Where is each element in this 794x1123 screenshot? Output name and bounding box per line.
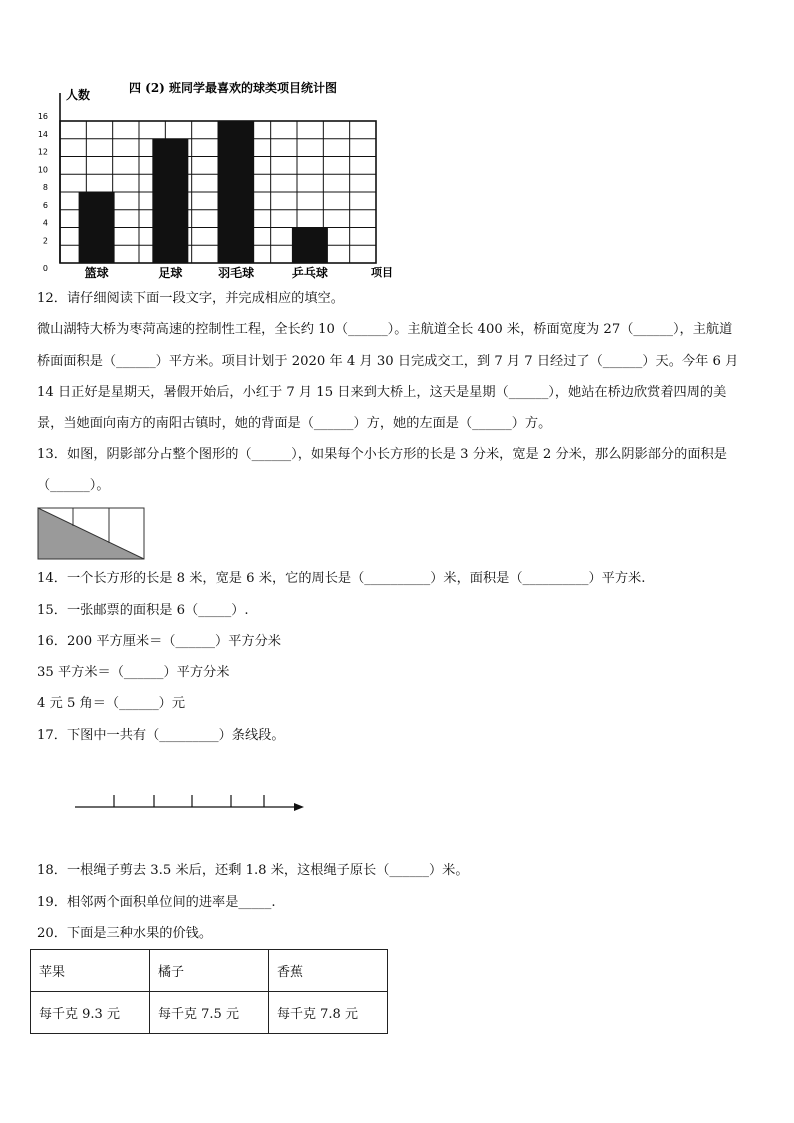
chart-y-tick-label: 16 bbox=[37, 112, 48, 121]
chart-y-label: 人数 bbox=[66, 88, 91, 102]
table-header-cell: 香蕉 bbox=[269, 950, 388, 992]
bar-chart bbox=[0, 0, 794, 290]
chart-title: 四 (2) 班同学最喜欢的球类项目统计图 bbox=[128, 81, 338, 95]
chart-category-label: 篮球 bbox=[84, 266, 109, 280]
chart-bar bbox=[292, 228, 328, 264]
chart-category-label: 乒乓球 bbox=[291, 266, 328, 280]
table-header-row bbox=[31, 950, 388, 992]
line-segment-figure bbox=[72, 790, 308, 814]
chart-ticks bbox=[38, 112, 48, 273]
table-cell: 每千克 7.8 元 bbox=[269, 992, 388, 1034]
q16-line-3: 4 元 5 角＝（______）元 bbox=[37, 696, 186, 711]
q12-line-4: 景，当她面向南方的南阳古镇时，她的背面是（______）方，她的左面是（______）方。 bbox=[37, 416, 552, 431]
q14: 14．一个长方形的长是 8 米，宽是 6 米，它的周长是（__________）米，面积是（__________）平方米. bbox=[37, 571, 646, 586]
chart-y-tick-label: 10 bbox=[37, 165, 48, 175]
q17: 17．下图中一共有（_________）条线段。 bbox=[37, 728, 285, 743]
q16-line-2: 35 平方米＝（______）平方分米 bbox=[37, 665, 230, 680]
q12-line-3: 14 日正好是星期天，暑假开始后，小红于 7 月 15 日来到大桥上，这天是星期（______），她站在桥边欣赏着四周的美 bbox=[37, 385, 727, 400]
chart-y-tick-label: 0 bbox=[42, 264, 48, 273]
q16-line-1: 16．200 平方厘米＝（______）平方分米 bbox=[37, 634, 281, 649]
q15: 15．一张邮票的面积是 6（_____）. bbox=[37, 603, 249, 618]
q12-line-1: 微山湖特大桥为枣菏高速的控制性工程，全长约 10（______）。主航道全长 400 米，桥面宽度为 27（______），主航道 bbox=[37, 322, 733, 337]
chart-bar bbox=[152, 139, 188, 263]
chart-y-tick-label: 14 bbox=[37, 129, 48, 139]
table-header-cell: 苹果 bbox=[31, 950, 150, 992]
chart-category-label: 羽毛球 bbox=[218, 266, 255, 280]
q13-line-2: （______）。 bbox=[37, 478, 110, 493]
q12-line-2: 桥面面积是（______）平方米。项目计划于 2020 年 4 月 30 日完成交工，到 7 月 7 日经过了（______）天。今年 6 月 bbox=[37, 354, 739, 369]
chart-y-tick-label: 2 bbox=[42, 236, 48, 246]
chart-x-label: 项目 bbox=[371, 266, 393, 279]
chart-categories bbox=[85, 265, 328, 280]
q12-heading: 12．请仔细阅读下面一段文字，并完成相应的填空。 bbox=[37, 291, 344, 306]
chart-y-tick-label: 12 bbox=[37, 147, 48, 157]
q19: 19．相邻两个面积单位间的进率是_____. bbox=[37, 895, 276, 910]
q13-line-1: 13．如图，阴影部分占整个图形的（______），如果每个小长方形的长是 3 分米，宽是 2 分米，那么阴影部分的面积是 bbox=[37, 447, 727, 462]
q20-heading: 20．下面是三种水果的价钱。 bbox=[37, 926, 213, 941]
chart-category-label: 足球 bbox=[158, 266, 183, 280]
chart-y-tick-label: 4 bbox=[42, 218, 48, 228]
chart-bar bbox=[218, 121, 254, 263]
table-header-cell: 橘子 bbox=[150, 950, 269, 992]
fruit-price-table bbox=[30, 949, 388, 1034]
arrow-head-icon bbox=[294, 803, 304, 811]
chart-bar bbox=[79, 192, 115, 263]
table-row bbox=[31, 992, 388, 1034]
chart-y-tick-label: 8 bbox=[42, 183, 48, 192]
table-cell: 每千克 9.3 元 bbox=[31, 992, 150, 1034]
chart-y-tick-label: 6 bbox=[42, 200, 48, 210]
q18: 18．一根绳子剪去 3.5 米后，还剩 1.8 米，这根绳子原长（______）米。 bbox=[37, 863, 469, 878]
shaded-rectangle-figure bbox=[37, 507, 147, 561]
table-cell: 每千克 7.5 元 bbox=[150, 992, 269, 1034]
